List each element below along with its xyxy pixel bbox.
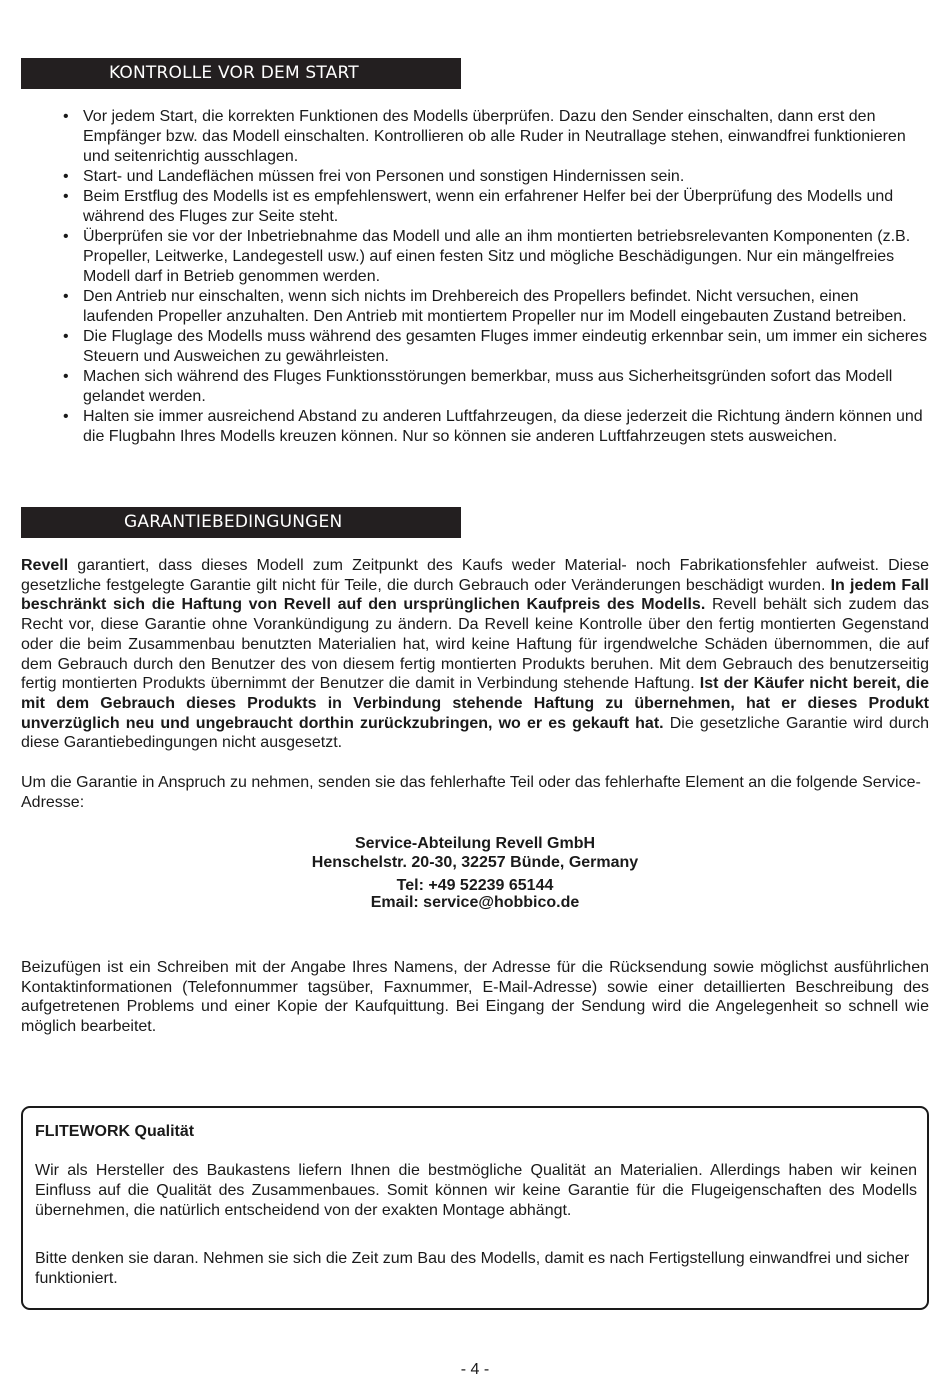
section-title: KONTROLLE VOR DEM START <box>109 63 359 83</box>
quality-box-paragraph: Wir als Hersteller des Baukastens liefern Ihnen die bestmögliche Qualität an Materialien. Allerdings haben wir keinen Einfluss auf die Qualität des Zusammenbaues. Somit können wir keine Garantie für die Flugeigenschaften des Modells übernehmen, die natürlich entscheidend von der exakten Montage abhängt. <box>35 1162 917 1219</box>
preflight-checklist <box>60 107 928 447</box>
page-number: - 4 - <box>460 1361 490 1378</box>
bullet-icon: • <box>63 368 69 385</box>
enclose-paragraph: Beizufügen ist ein Schreiben mit der Angabe Ihres Namens, der Adresse für die Rücksendung sowie möglichst ausführlichen Kontaktinformationen (Telefonnummer tagsüber, Faxnummer, E-Mail-Adresse) sowie einer detaillierten Beschreibung des aufgetretenen Problems und einer Kopie der Kaufquittung. Bei Eingang der Sendung wird die Angelegenheit so schnell wie möglich bearbeitet. <box>21 959 929 1036</box>
guarantee-paragraph <box>21 556 929 753</box>
quality-box-paragraph: Bitte denken sie daran. Nehmen sie sich die Zeit zum Bau des Modells, damit es nach Fertigstellung einwandfrei und sicher funktioniert. <box>35 1250 910 1287</box>
guarantee-bold-text: In jedem Fall beschränkt sich die Haftung von Revell auf den ursprünglichen Kaufpreis des Modells. <box>21 576 929 614</box>
list-item-text: Die Fluglage des Modells muss während des gesamten Fluges immer eindeutig erkennbar sein, um immer ein sicheres Steuern und Ausweichen zu gewährleisten. <box>83 328 927 365</box>
section-header-kontrolle <box>21 58 461 89</box>
bullet-icon: • <box>63 108 69 125</box>
list-item <box>60 167 928 187</box>
bullet-icon: • <box>63 168 69 185</box>
bullet-icon: • <box>63 408 69 425</box>
list-item <box>60 407 928 447</box>
list-item <box>60 187 928 227</box>
guarantee-text: Die gesetzliche Garantie wird durch diese Garantiebedingungen nicht ausgesetzt. <box>21 714 929 752</box>
claim-paragraph: Um die Garantie in Anspruch zu nehmen, senden sie das fehlerhafte Teil oder das fehlerhafte Element an die folgende Service-Adresse: <box>21 774 921 811</box>
service-address-phone: Tel: +49 52239 65144 <box>396 877 554 894</box>
list-item-text: Start- und Landeflächen müssen frei von Personen und sonstigen Hindernissen sein. <box>83 168 685 185</box>
list-item-text: Halten sie immer ausreichend Abstand zu anderen Luftfahrzeugen, da diese jederzeit die Richtung ändern können und die Flugbahn Ihres Modells kreuzen können. Nur so können sie anderen Luftfahrzeugen stets ausweichen. <box>83 408 923 445</box>
brand-name: Revell <box>21 557 69 574</box>
list-item <box>60 227 928 287</box>
guarantee-bold-text: Ist der Käufer nicht bereit, die mit dem Gebrauch dieses Produkts in Verbindung stehende Haftung zu übernehmen, hat er dieses Produkt unverzüglich neu und ungebraucht dorthin zurückzubringen, wo er es gekauft hat. <box>21 675 929 732</box>
service-address-street: Henschelstr. 20-30, 32257 Bünde, Germany <box>311 854 639 871</box>
quality-notice-box <box>21 1106 929 1310</box>
list-item-text: Vor jedem Start, die korrekten Funktionen des Modells überprüfen. Dazu den Sender einschalten, dann erst den Empfänger bzw. das Modell einschalten. Kontrollieren ob alle Ruder in Neutrallage stehen, einwandfrei funktionieren und seitenrichtig ausschlagen. <box>83 108 906 165</box>
list-item-text: Machen sich während des Fluges Funktionsstörungen bemerkbar, muss aus Sicherheitsgründen sofort das Modell gelandet werden. <box>83 368 893 405</box>
bullet-icon: • <box>63 328 69 345</box>
service-address-company: Service-Abteilung Revell GmbH <box>354 835 596 852</box>
bullet-icon: • <box>63 228 69 245</box>
guarantee-text: garantiert, dass dieses Modell zum Zeitpunkt des Kaufs weder Material- noch Fabrikationsfehler aufweist. Diese gesetzliche festgelegte Garantie gilt nicht für Teile, die durch Gebrauch oder Veränderungen beschädigt wurden. <box>21 557 929 594</box>
bullet-icon: • <box>63 288 69 305</box>
list-item <box>60 367 928 407</box>
list-item-text: Beim Erstflug des Modells ist es empfehlenswert, wenn ein erfahrener Helfer bei der Überprüfung des Modells und während des Fluges zur Seite steht. <box>83 188 894 225</box>
list-item <box>60 327 928 367</box>
list-item-text: Den Antrieb nur einschalten, wenn sich nichts im Drehbereich des Propellers befindet. Nicht versuchen, einen laufenden Propeller anzuhalten. Den Antrieb mit montiertem Propeller nur im Modell eingebauten Zustand betreiben. <box>83 288 907 325</box>
list-item <box>60 287 928 327</box>
bullet-icon: • <box>63 188 69 205</box>
list-item-text: Überprüfen sie vor der Inbetriebnahme das Modell und alle an ihm montierten betriebsrelevanten Komponenten (z.B. Propeller, Leitwerke, Landegestell usw.) auf einen festen Sitz und mögliche Beschädigungen. Nur ein mängelfreies Modell darf in Betrieb genommen werden. <box>83 228 911 285</box>
quality-box-title: FLITEWORK Qualität <box>35 1123 195 1140</box>
guarantee-text: Revell behält sich zudem das Recht vor, diese Garantie ohne Vorankündigung zu ändern. Da Revell keine Kontrolle über den fertig montierten Gegenstand oder die beim Zusammenbau benutzten Materialien hat, wird keine Haftung für irgendwelche Schäden übernommen, die auf dem Gebrauch durch den Benutzer des von diesem fertig montierten Produkts beruhen. Mit dem Gebrauch des benutzerseitig fertig montierten Produkts übernimmt der Benutzer die damit in Verbindung stehende Haftung. <box>21 596 929 693</box>
list-item <box>60 107 928 167</box>
section-title: GARANTIEBEDINGUNGEN <box>124 512 343 532</box>
section-header-garantie <box>21 507 461 538</box>
service-address-email: Email: service@hobbico.de <box>370 894 580 911</box>
